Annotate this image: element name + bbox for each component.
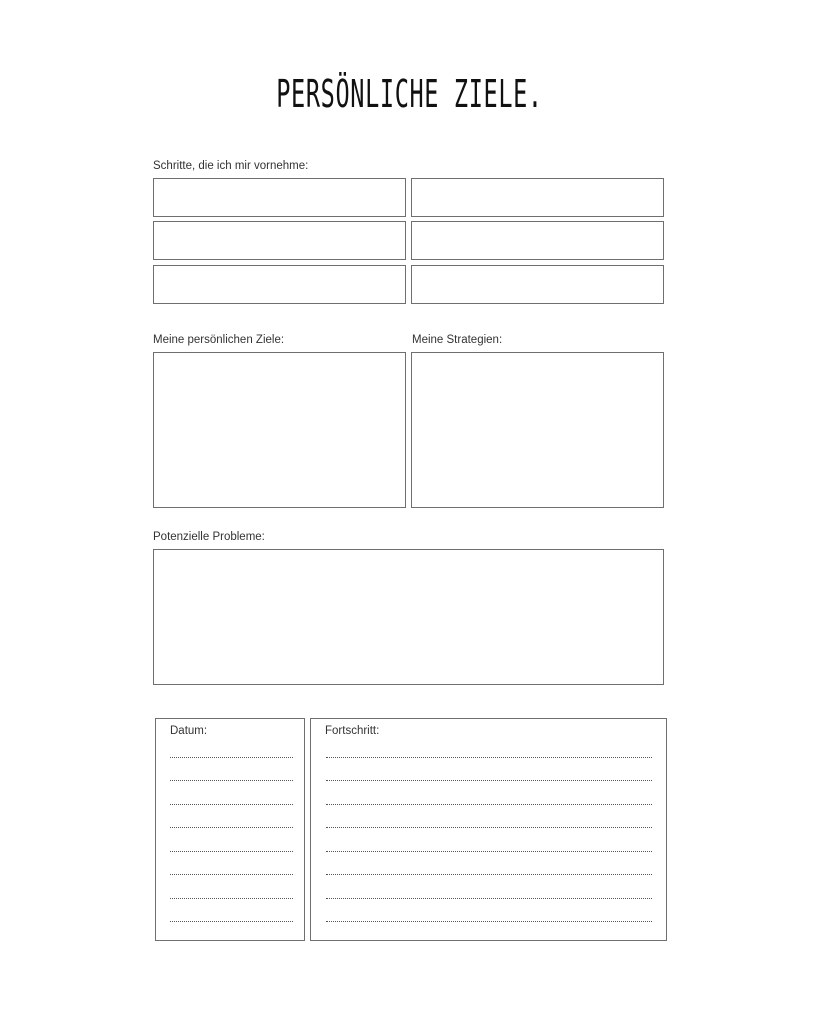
progress-line-7[interactable] [326, 898, 652, 899]
date-line-2[interactable] [170, 780, 293, 781]
date-line-5[interactable] [170, 851, 293, 852]
date-label: Datum: [170, 725, 208, 737]
step-field-6[interactable] [411, 265, 664, 304]
steps-label: Schritte, die ich mir vornehme: [153, 160, 309, 172]
date-line-4[interactable] [170, 827, 293, 828]
problems-label: Potenzielle Probleme: [153, 531, 265, 543]
problems-field[interactable] [153, 549, 664, 685]
progress-line-4[interactable] [326, 827, 652, 828]
date-line-8[interactable] [170, 921, 293, 922]
progress-line-8[interactable] [326, 921, 652, 922]
progress-line-6[interactable] [326, 874, 652, 875]
step-field-2[interactable] [411, 178, 664, 217]
date-line-6[interactable] [170, 874, 293, 875]
progress-line-3[interactable] [326, 804, 652, 805]
date-panel [155, 718, 305, 941]
date-line-1[interactable] [170, 757, 293, 758]
date-line-7[interactable] [170, 898, 293, 899]
progress-line-2[interactable] [326, 780, 652, 781]
progress-label: Fortschritt: [325, 725, 380, 737]
date-line-3[interactable] [170, 804, 293, 805]
page-title: PERSÖNLICHE ZIELE. [276, 72, 543, 116]
goals-field[interactable] [153, 352, 406, 508]
progress-panel [310, 718, 667, 941]
strategies-label: Meine Strategien: [412, 334, 503, 346]
step-field-3[interactable] [153, 221, 406, 260]
strategies-field[interactable] [411, 352, 664, 508]
step-field-1[interactable] [153, 178, 406, 217]
goals-label: Meine persönlichen Ziele: [153, 334, 285, 346]
step-field-4[interactable] [411, 221, 664, 260]
progress-line-5[interactable] [326, 851, 652, 852]
step-field-5[interactable] [153, 265, 406, 304]
progress-line-1[interactable] [326, 757, 652, 758]
